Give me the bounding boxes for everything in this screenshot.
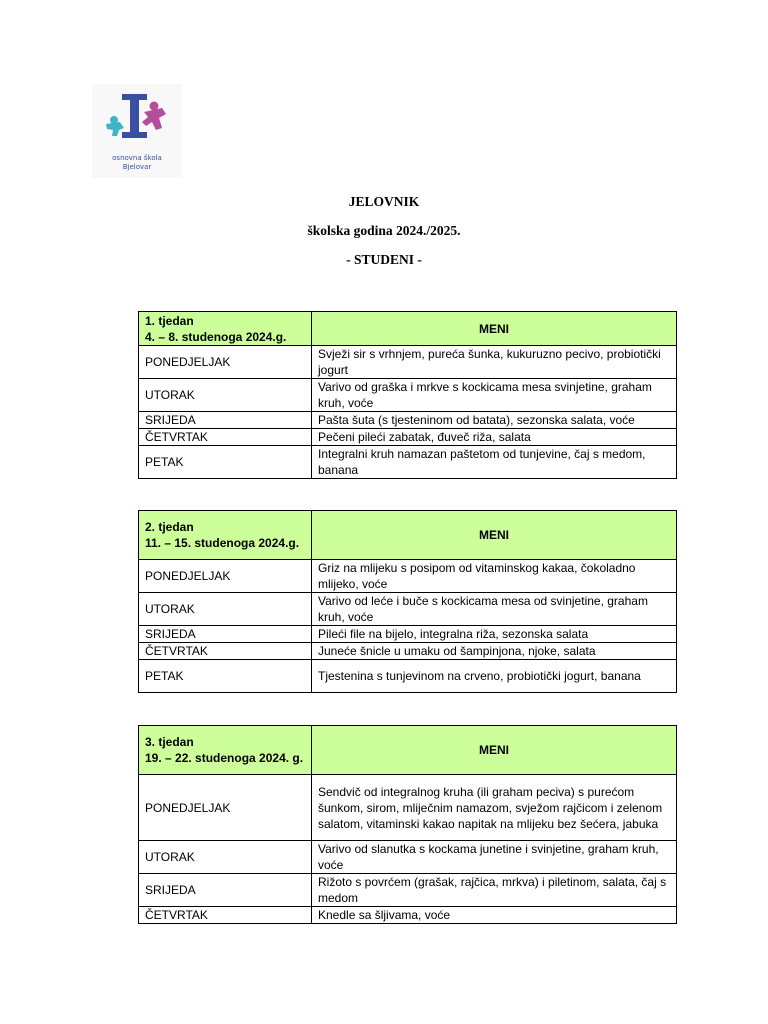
table-row	[139, 626, 677, 643]
page-title: JELOVNIK	[348, 194, 420, 209]
table-header-row	[139, 511, 677, 560]
week-label: 3. tjedan	[145, 735, 194, 749]
school-logo	[92, 84, 182, 178]
menu-header: MENI	[312, 312, 677, 346]
week-header-cell	[139, 312, 312, 346]
table-header-row	[139, 312, 677, 346]
day-name: PONEDJELJAK	[139, 346, 312, 379]
menu-header: MENI	[312, 511, 677, 560]
table-row	[139, 775, 677, 841]
day-name: PETAK	[139, 660, 312, 693]
table-row	[139, 643, 677, 660]
week-3-table	[138, 725, 677, 924]
school-year: školska godina 2024./2025.	[307, 223, 461, 238]
day-name: ČETVRTAK	[139, 907, 312, 924]
day-name: SRIJEDA	[139, 626, 312, 643]
table-row	[139, 429, 677, 446]
table-row	[139, 874, 677, 907]
meal-description: Tjestenina s tunjevinom na crveno, probiotički jogurt, banana	[312, 660, 677, 693]
table-row	[139, 560, 677, 593]
day-name: SRIJEDA	[139, 412, 312, 429]
day-name: UTORAK	[139, 593, 312, 626]
table-row	[139, 593, 677, 626]
day-name: UTORAK	[139, 379, 312, 412]
week-header-cell	[139, 511, 312, 560]
meal-description: Varivo od slanutka s kockama junetine i svinjetine, graham kruh, voće	[312, 841, 677, 874]
day-name: PETAK	[139, 446, 312, 479]
day-name: SRIJEDA	[139, 874, 312, 907]
menu-header: MENI	[312, 726, 677, 775]
table-row	[139, 660, 677, 693]
meal-description: Pašta šuta (s tjesteninom od batata), sezonska salata, voće	[312, 412, 677, 429]
day-name: ČETVRTAK	[139, 643, 312, 660]
table-row	[139, 412, 677, 429]
table-row	[139, 379, 677, 412]
day-name: UTORAK	[139, 841, 312, 874]
meal-description: Knedle sa šljivama, voće	[312, 907, 677, 924]
meal-description: Rižoto s povrćem (grašak, rajčica, mrkva) i piletinom, salata, čaj s medom	[312, 874, 677, 907]
meal-description: Sendvič od integralnog kruha (ili graham peciva) s purećom šunkom, sirom, mliječnim namazom, svježom rajčicom i zelenom salatom, vitaminski kakao napitak na mlijeku bez šećera, jabuka	[312, 775, 677, 841]
day-name: PONEDJELJAK	[139, 560, 312, 593]
week-dates: 4. – 8. studenoga 2024.g.	[145, 329, 287, 344]
day-name: PONEDJELJAK	[139, 775, 312, 841]
week-dates: 11. – 15. studenoga 2024.g.	[145, 536, 300, 550]
logo-text-city: Bjelovar	[122, 163, 152, 171]
meal-description: Varivo od leće i buče s kockicama mesa od svinjetine, graham kruh, voće	[312, 593, 677, 626]
meal-description: Integralni kruh namazan paštetom od tunjevine, čaj s medom, banana	[312, 446, 677, 479]
week-dates: 19. – 22. studenoga 2024. g.	[145, 751, 304, 765]
week-label: 2. tjedan	[145, 520, 194, 534]
day-name: ČETVRTAK	[139, 429, 312, 446]
table-row	[139, 841, 677, 874]
meal-description: Varivo od graška i mrkve s kockicama mesa svinjetine, graham kruh, voće	[312, 379, 677, 412]
meal-description: Juneće šnicle u umaku od šampinjona, njoke, salata	[312, 643, 677, 660]
meal-description: Pečeni pileći zabatak, đuveč riža, salata	[312, 429, 677, 446]
meal-description: Griz na mlijeku s posipom od vitaminskog kakaa, čokoladno mlijeko, voće	[312, 560, 677, 593]
meal-description: Pileći file na bijelo, integralna riža, sezonska salata	[312, 626, 677, 643]
school-logo-graphic	[92, 84, 182, 154]
logo-text-school: osnovna škola	[112, 154, 162, 162]
month-label: - STUDENI -	[346, 252, 422, 267]
meal-description: Svježi sir s vrhnjem, pureća šunka, kukuruzno pecivo, probiotički jogurt	[312, 346, 677, 379]
table-header-row	[139, 726, 677, 775]
table-row	[139, 907, 677, 924]
week-label: 1. tjedan	[145, 313, 194, 328]
week-1-table	[138, 311, 677, 479]
week-2-table	[138, 510, 677, 693]
week-header-cell	[139, 726, 312, 775]
table-row	[139, 446, 677, 479]
table-row	[139, 346, 677, 379]
